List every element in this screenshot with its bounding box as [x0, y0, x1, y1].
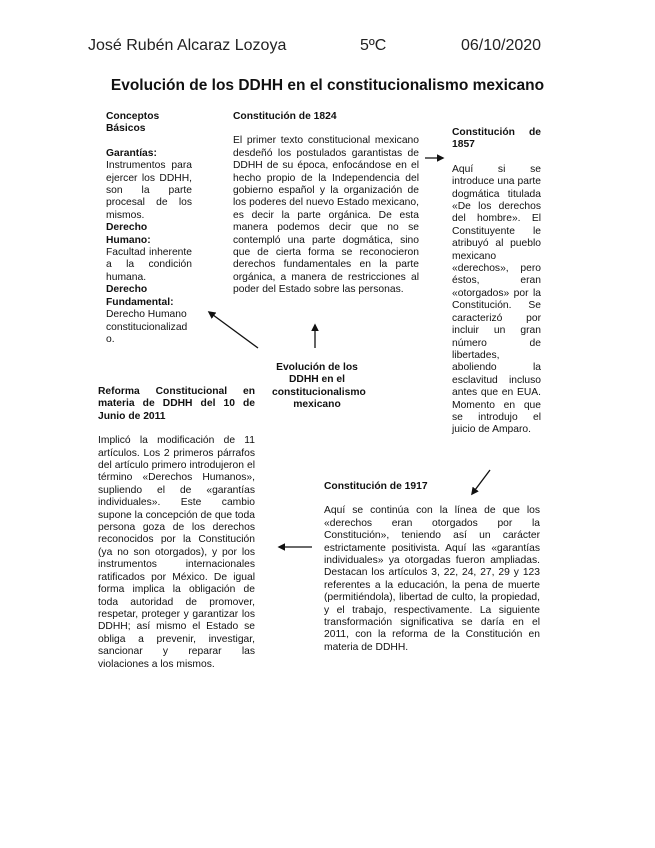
derecho-fundamental-definition: Derecho Humano constitucionalizado. [106, 309, 188, 345]
constitution-1917-text: Aquí se continúa con la línea de que los «derechos eran otorgados por la Constitución», teniendo así un carácter estrictamente positivista. Aquí las «garantías individuales» ya otorgadas fueron ampliadas. Destacan los artículos 3, 22, 24, 27, 29 y 123 referentes a la educación, la pena de muerte (permitiéndola), libertad de culto, la propiedad, y el trabajo, respectivamente. La siguiente transformación significativa se daría en el 2011, con la reforma de la Constitución en materia de DDHH. [324, 505, 540, 653]
arrow-center-to-concepts [209, 312, 258, 348]
concepts-heading: Conceptos Básicos [106, 111, 160, 135]
derecho-humano-term: Derecho Humano: [106, 222, 151, 246]
reform-2011-heading: Reforma Constitucional en materia de DDHH del 10 de Junio de 2011 [98, 386, 255, 422]
reform-2011-text: Implicó la modificación de 11 artículos. Los 2 primeros párrafos del artículo primero introdujeron el término «Derechos Humanos», supliendo el de «garantías individuales». Este cambio supone la concepción de que toda persona goza de los derechos reconocidos por la Constitución (ya no son otorgados), y por los instrumentos internacionales ratificados por México. De igual forma implica la obligación de toda autoridad de promover, respetar, proteger y garantizar los DDHH; así mismo el Estado se obliga a prevenir, investigar, sancionar y reparar las violaciones a los mismos. [98, 435, 255, 670]
constitution-1917-heading: Constitución de 1917 [324, 481, 428, 492]
document-date: 06/10/2020 [461, 37, 542, 54]
garantias-definition: Instrumentos para ejercer los DDHH, son la parte procesal de los mismos. [106, 160, 192, 221]
central-topic-label: Evolución de los DDHH en el constitucionalismo mexicano [272, 362, 366, 411]
constitution-1857-text: Aquí si se introduce una parte dogmática titulada «De los derechos del hombre». El Constituyente le atribuyó al pueblo mexicano «derechos», pero éstos, eran «otorgados» por la Constitución. Se caracterizó por incluir un gran número de libertades, aboliendo la esclavitud incluso antes que en EUA. Momento en que se introdujo el juicio de Amparo. [452, 163, 541, 436]
derecho-humano-definition: Facultad inherente a la condición humana. [106, 247, 192, 283]
constitution-1857-heading: Constitución de 1857 [452, 127, 541, 151]
constitution-1824-text: El primer texto constitucional mexicano desdeñó los postulados garantistas de DDHH de su época, enfocándose en el hecho propio de la Independencia del gobierno español y la organización de los poderes del nuevo Estado mexicano, es decir la parte orgánica. De esta manera podemos decir que no se contempló una parte dogmática, sino que de cierta forma se reconocieron derechos fundamentales en la parte orgánica, a manera de restricciones al poder del Estado sobre las personas. [233, 135, 419, 296]
arrow-1857-to-1917 [472, 470, 490, 494]
constitution-1824-heading: Constitución de 1824 [233, 111, 337, 122]
page-title: Evolución de los DDHH en el constitucionalismo mexicano [110, 77, 545, 94]
derecho-fundamental-term: Derecho Fundamental: [106, 284, 174, 308]
garantias-term: Garantías: [106, 147, 157, 159]
author-name: José Rubén Alcaraz Lozoya [88, 37, 287, 54]
group-label: 5ºC [360, 37, 387, 54]
